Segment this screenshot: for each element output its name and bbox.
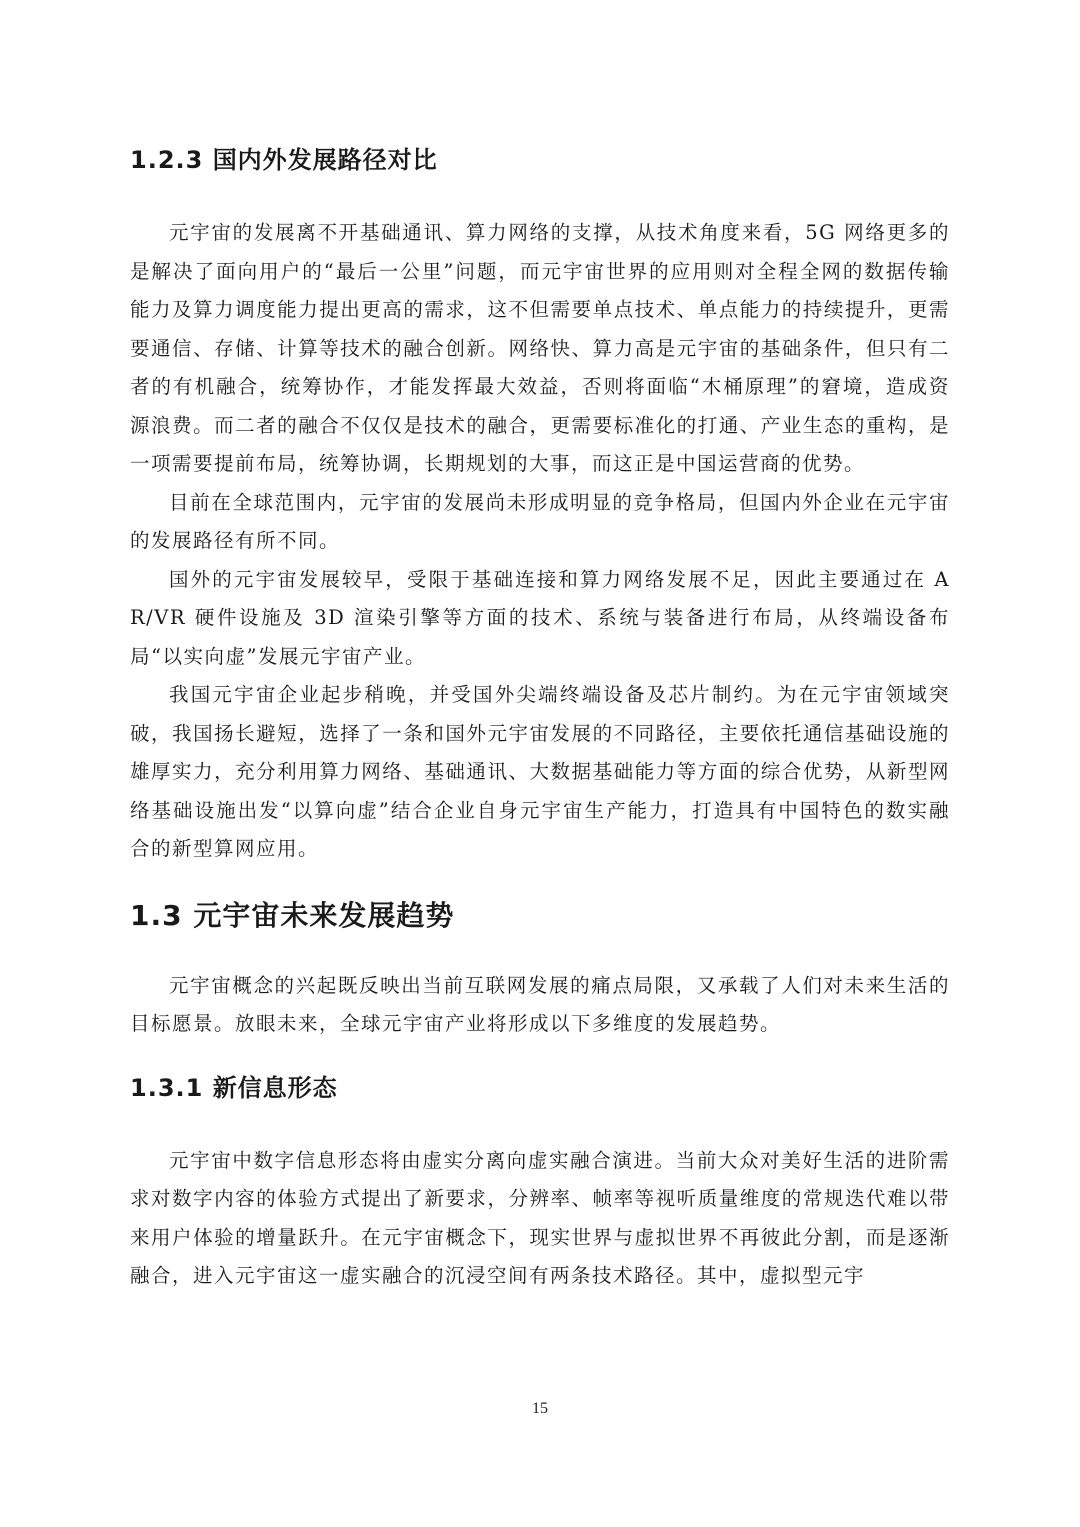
paragraph: 国外的元宇宙发展较早，受限于基础连接和算力网络发展不足，因此主要通过在 AR/VR 硬件设施及 3D 渲染引擎等方面的技术、系统与装备进行布局，从终端设备布局“以实向虚”发展元宇宙产业。 xyxy=(130,567,950,668)
paragraph: 元宇宙的发展离不开基础通讯、算力网络的支撑，从技术角度来看，5G 网络更多的是解决了面向用户的“最后一公里”问题，而元宇宙世界的应用则对全程全网的数据传输能力及算力调度能力提出更高的需求，这不但需要单点技术、单点能力的持续提升，更需要通信、存储、计算等技术的融合创新。网络快、算力高是元宇宙的基础条件，但只有二者的有机融合，统筹协作，才能发挥最大效益，否则将面临“木桶原理”的窘境，造成资源浪费。而二者的融合不仅仅是技术的融合，更需要标准化的打通、产业生态的重构，是一项需要提前布局，统筹协调，长期规划的大事，而这正是中国运营商的优势。 xyxy=(130,221,950,475)
page-number: 15 xyxy=(532,1400,548,1417)
paragraph: 目前在全球范围内，元宇宙的发展尚未形成明显的竞争格局，但国内外企业在元宇宙的发展路径有所不同。 xyxy=(130,490,950,552)
section-heading-1-2-3: 1.2.3 国内外发展路径对比 xyxy=(130,146,438,174)
section-heading-1-3-1: 1.3.1 新信息形态 xyxy=(130,1073,338,1102)
paragraph: 元宇宙概念的兴起既反映出当前互联网发展的痛点局限，又承载了人们对未来生活的目标愿景。放眼未来，全球元宇宙产业将形成以下多维度的发展趋势。 xyxy=(130,973,950,1035)
paragraph: 元宇宙中数字信息形态将由虚实分离向虚实融合演进。当前大众对美好生活的进阶需求对数字内容的体验方式提出了新要求，分辨率、帧率等视听质量维度的常规迭代难以带来用户体验的增量跃升。在元宇宙概念下，现实世界与虚拟世界不再彼此分割，而是逐渐融合，进入元宇宙这一虚实融合的沉浸空间有两条技术路径。其中，虚拟型元宇 xyxy=(130,1148,950,1287)
paragraph: 我国元宇宙企业起步稍晚，并受国外尖端终端设备及芯片制约。为在元宇宙领域突破，我国扬长避短，选择了一条和国外元宇宙发展的不同路径，主要依托通信基础设施的雄厚实力，充分利用算力网络、基础通讯、大数据基础能力等方面的综合优势，从新型网络基础设施出发“以算向虚”结合企业自身元宇宙生产能力，打造具有中国特色的数实融合的新型算网应用。 xyxy=(130,683,950,860)
page-content xyxy=(130,140,950,1296)
section-heading-1-3: 1.3 元宇宙未来发展趋势 xyxy=(130,898,455,932)
